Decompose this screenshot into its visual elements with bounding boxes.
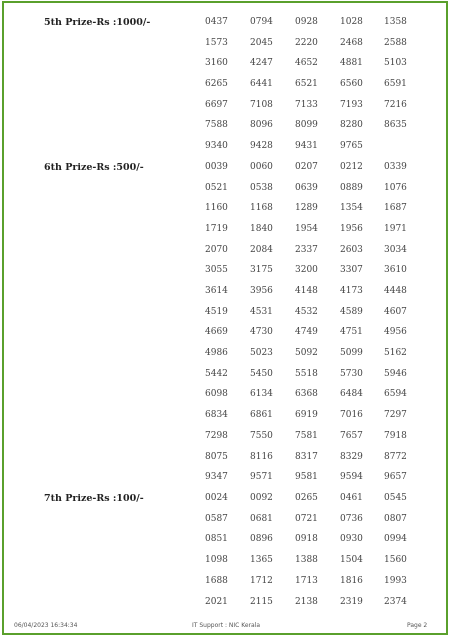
- winning-number: 1956: [340, 223, 363, 234]
- winning-number: 1354: [340, 203, 363, 214]
- winning-number: 6368: [295, 389, 318, 400]
- winning-number: 4986: [205, 348, 228, 359]
- winning-number: 4751: [340, 327, 363, 338]
- winning-number: 0851: [205, 534, 228, 545]
- prize-title: 6th Prize-Rs :500/-: [44, 161, 144, 173]
- winning-number: 0339: [384, 161, 407, 172]
- winning-number: 5450: [250, 368, 273, 379]
- winning-number: 6098: [205, 389, 228, 400]
- number-row: [0, 327, 452, 348]
- winning-number: 5162: [384, 348, 407, 359]
- winning-number: 4148: [295, 286, 318, 297]
- winning-number: 4448: [384, 286, 407, 297]
- prize-block: [0, 493, 452, 617]
- winning-number: 1993: [384, 575, 407, 586]
- winning-number: 0639: [295, 182, 318, 193]
- winning-number: 0212: [340, 161, 363, 172]
- winning-number: 1160: [205, 203, 228, 214]
- winning-number: 5023: [250, 348, 273, 359]
- winning-number: 0538: [250, 182, 273, 193]
- winning-number: 2115: [250, 596, 273, 607]
- number-row: [0, 534, 452, 555]
- number-row: [0, 224, 452, 245]
- winning-number: 8280: [340, 120, 363, 131]
- winning-number: 6834: [205, 410, 228, 421]
- winning-number: 4956: [384, 327, 407, 338]
- winning-number: 0721: [295, 513, 318, 524]
- winning-number: 0918: [295, 534, 318, 545]
- winning-number: 3034: [384, 244, 407, 255]
- winning-number: 3200: [295, 265, 318, 276]
- winning-number: 0794: [250, 17, 273, 27]
- number-row: [0, 79, 452, 100]
- winning-number: 1098: [205, 555, 228, 566]
- number-row: [0, 348, 452, 369]
- winning-number: 4589: [340, 306, 363, 317]
- winning-number: 0889: [340, 182, 363, 193]
- winning-number: 5442: [205, 368, 228, 379]
- winning-number: 2337: [295, 244, 318, 255]
- winning-number: 4749: [295, 327, 318, 338]
- winning-number: 0437: [205, 17, 228, 27]
- winning-number: 8329: [340, 451, 363, 462]
- winning-number: 7657: [340, 430, 363, 441]
- winning-number: 4652: [295, 58, 318, 69]
- winning-number: 2603: [340, 244, 363, 255]
- winning-number: 1713: [295, 575, 318, 586]
- winning-number: 0265: [295, 493, 318, 504]
- winning-number: 4519: [205, 306, 228, 317]
- winning-number: 2138: [295, 596, 318, 607]
- winning-number: 7550: [250, 430, 273, 441]
- number-row: [0, 17, 452, 38]
- winning-number: 8116: [250, 451, 273, 462]
- number-row: [0, 265, 452, 286]
- winning-number: 3610: [384, 265, 407, 276]
- number-row: [0, 38, 452, 59]
- winning-number: 2374: [384, 596, 407, 607]
- winning-number: 1168: [250, 203, 273, 214]
- winning-number: 1840: [250, 223, 273, 234]
- winning-number: 9347: [205, 472, 228, 483]
- winning-number: 7133: [295, 99, 318, 110]
- page-footer: [0, 622, 452, 634]
- footer-timestamp: 06/04/2023 16:34:34: [14, 622, 78, 629]
- winning-number: 1504: [340, 555, 363, 566]
- winning-number: 2588: [384, 37, 407, 48]
- prize-title: 7th Prize-Rs :100/-: [44, 493, 144, 505]
- winning-number: 2070: [205, 244, 228, 255]
- number-row: [0, 576, 452, 597]
- winning-number: 6134: [250, 389, 273, 400]
- winning-number: 0930: [340, 534, 363, 545]
- number-row: [0, 58, 452, 79]
- number-row: [0, 452, 452, 473]
- number-row: [0, 410, 452, 431]
- winning-number: 1560: [384, 555, 407, 566]
- number-row: [0, 431, 452, 452]
- number-row: [0, 597, 452, 618]
- winning-number: 0896: [250, 534, 273, 545]
- winning-number: 5730: [340, 368, 363, 379]
- footer-support: IT Support : NIC Kerala: [192, 622, 261, 629]
- winning-number: 5103: [384, 58, 407, 69]
- number-row: [0, 141, 452, 162]
- winning-number: 9428: [250, 141, 273, 152]
- winning-number: 9571: [250, 472, 273, 483]
- winning-number: 4173: [340, 286, 363, 297]
- winning-number: 7298: [205, 430, 228, 441]
- winning-number: 2319: [340, 596, 363, 607]
- number-row: [0, 245, 452, 266]
- winning-number: 4607: [384, 306, 407, 317]
- winning-number: 1028: [340, 17, 363, 27]
- winning-number: 4531: [250, 306, 273, 317]
- number-row: [0, 493, 452, 514]
- number-row: [0, 389, 452, 410]
- winning-number: 1076: [384, 182, 407, 193]
- winning-number: 0545: [384, 493, 407, 504]
- winning-number: 4247: [250, 58, 273, 69]
- winning-number: 6594: [384, 389, 407, 400]
- winning-number: 2021: [205, 596, 228, 607]
- winning-number: 1971: [384, 223, 407, 234]
- winning-number: 4730: [250, 327, 273, 338]
- winning-number: 6265: [205, 79, 228, 90]
- winning-number: 6560: [340, 79, 363, 90]
- winning-number: 1388: [295, 555, 318, 566]
- winning-number: 7918: [384, 430, 407, 441]
- winning-number: 6697: [205, 99, 228, 110]
- winning-number: 9581: [295, 472, 318, 483]
- winning-number: 0736: [340, 513, 363, 524]
- winning-number: 6861: [250, 410, 273, 421]
- winning-number: 0207: [295, 161, 318, 172]
- winning-number: 3055: [205, 265, 228, 276]
- winning-number: 7297: [384, 410, 407, 421]
- winning-number: 6484: [340, 389, 363, 400]
- winning-number: 4532: [295, 306, 318, 317]
- winning-number: 1687: [384, 203, 407, 214]
- winning-number: 8772: [384, 451, 407, 462]
- winning-number: 2468: [340, 37, 363, 48]
- winning-number: 8096: [250, 120, 273, 131]
- winning-number: 1719: [205, 223, 228, 234]
- winning-number: 6441: [250, 79, 273, 90]
- winning-number: 3614: [205, 286, 228, 297]
- winning-number: 1712: [250, 575, 273, 586]
- winning-number: 9594: [340, 472, 363, 483]
- number-row: [0, 472, 452, 493]
- winning-number: 8075: [205, 451, 228, 462]
- number-row: [0, 203, 452, 224]
- winning-number: 7193: [340, 99, 363, 110]
- winning-number: 0587: [205, 513, 228, 524]
- winning-number: 3160: [205, 58, 228, 69]
- winning-number: 5946: [384, 368, 407, 379]
- winning-number: 8317: [295, 451, 318, 462]
- number-row: [0, 100, 452, 121]
- winning-number: 0024: [205, 493, 228, 504]
- prize-block: [0, 162, 452, 493]
- winning-number: 3175: [250, 265, 273, 276]
- number-row: [0, 120, 452, 141]
- number-row: [0, 369, 452, 390]
- winning-number: 7108: [250, 99, 273, 110]
- winning-number: 0681: [250, 513, 273, 524]
- winning-number: 1358: [384, 17, 407, 27]
- winning-number: 2045: [250, 37, 273, 48]
- number-row: [0, 183, 452, 204]
- winning-number: 7581: [295, 430, 318, 441]
- number-row: [0, 555, 452, 576]
- winning-number: 7588: [205, 120, 228, 131]
- number-row: [0, 514, 452, 535]
- winning-number: 0060: [250, 161, 273, 172]
- prize-block: [0, 17, 452, 162]
- winning-number: 3956: [250, 286, 273, 297]
- winning-number: 8099: [295, 120, 318, 131]
- winning-number: 1688: [205, 575, 228, 586]
- winning-number: 0092: [250, 493, 273, 504]
- winning-number: 6591: [384, 79, 407, 90]
- winning-number: 2220: [295, 37, 318, 48]
- winning-number: 3307: [340, 265, 363, 276]
- winning-number: 0521: [205, 182, 228, 193]
- winning-number: 1365: [250, 555, 273, 566]
- number-row: [0, 162, 452, 183]
- winning-number: 2084: [250, 244, 273, 255]
- winning-number: 9765: [340, 141, 363, 152]
- winning-number: 5099: [340, 348, 363, 359]
- winning-number: 9340: [205, 141, 228, 152]
- winning-number: 1573: [205, 37, 228, 48]
- winning-number: 5092: [295, 348, 318, 359]
- winning-number: 1816: [340, 575, 363, 586]
- number-row: [0, 286, 452, 307]
- winning-number: 0461: [340, 493, 363, 504]
- winning-number: 0039: [205, 161, 228, 172]
- winning-number: 8635: [384, 120, 407, 131]
- winning-number: 5518: [295, 368, 318, 379]
- footer-page-number: Page 2: [407, 622, 428, 629]
- winning-number: 1954: [295, 223, 318, 234]
- winning-number: 4881: [340, 58, 363, 69]
- number-row: [0, 307, 452, 328]
- prize-title: 5th Prize-Rs :1000/-: [44, 17, 151, 28]
- winning-number: 6919: [295, 410, 318, 421]
- winning-number: 7216: [384, 99, 407, 110]
- winning-number: 0994: [384, 534, 407, 545]
- winning-number: 6521: [295, 79, 318, 90]
- winning-number: 7016: [340, 410, 363, 421]
- winning-number: 1289: [295, 203, 318, 214]
- winning-number: 0928: [295, 17, 318, 27]
- winning-number: 4669: [205, 327, 228, 338]
- winning-number: 9657: [384, 472, 407, 483]
- winning-number: 9431: [295, 141, 318, 152]
- winning-number: 0807: [384, 513, 407, 524]
